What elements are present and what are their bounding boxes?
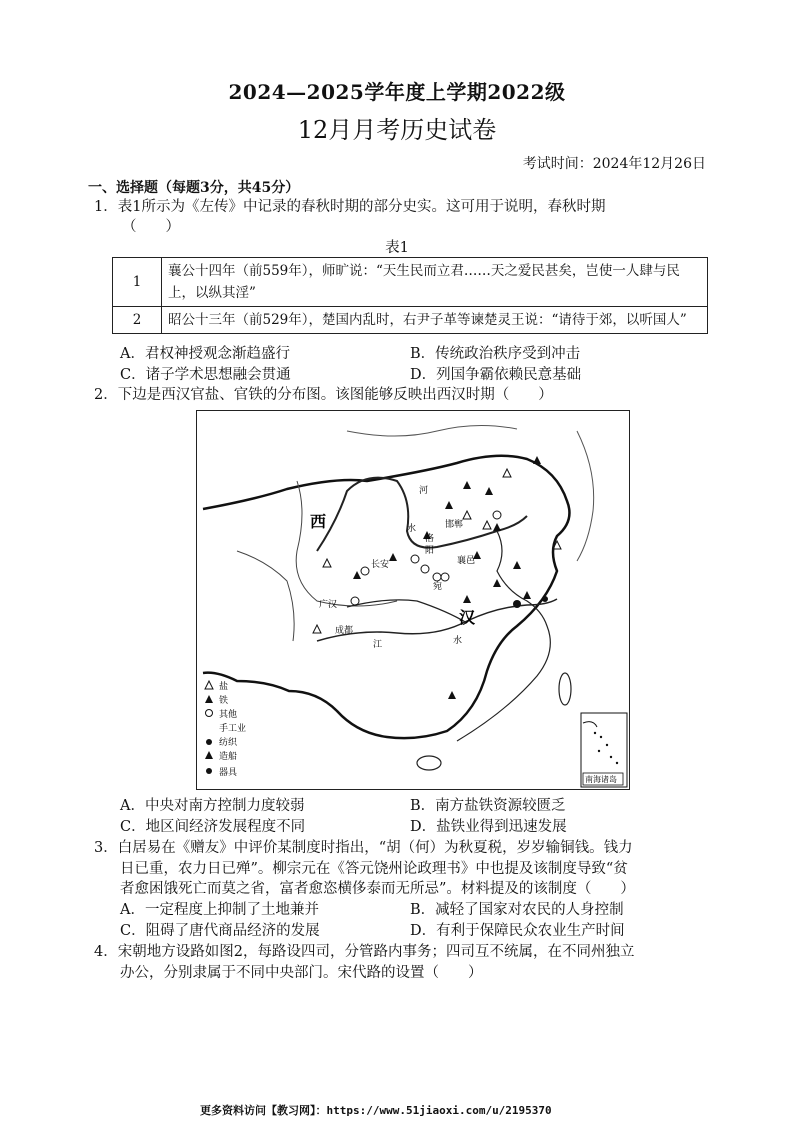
map-label-xiangyi: 襄邑 <box>457 556 476 566</box>
map-label-luo: 洛 <box>425 534 435 544</box>
q1-option-a: A．君权神授观念渐趋盛行 <box>120 346 290 362</box>
history-table <box>112 257 708 334</box>
map-label-changan: 长安 <box>371 560 390 570</box>
map-label-han-river: 水 <box>453 636 463 646</box>
table-row <box>113 307 708 334</box>
map-label-chengdu: 成都 <box>335 626 354 636</box>
question-3-line1: 3．白居易在《赠友》中评价某制度时指出，“胡（何）为秋夏税，岁岁输铜钱。钱力 <box>94 840 633 856</box>
table-row <box>113 258 708 307</box>
western-han-map <box>196 410 630 790</box>
question-1-line1: 1．表1所示为《左传》中记录的春秋时期的部分史实。这可用于说明，春秋时期 <box>94 199 606 215</box>
question-4-line1: 4．宋朝地方设路如图2，每路设四司，分管路内事务；四司互不统属，在不同州独立 <box>94 944 635 960</box>
question-4-line2: 办公，分别隶属于不同中央部门。宋代路的设置（ ） <box>120 965 483 981</box>
section-heading: 一、选择题（每题3分，共45分） <box>88 180 300 196</box>
table-cell-num: 1 <box>113 258 162 307</box>
map-inset-label: 南海诸岛 <box>585 775 617 784</box>
table-caption: 表1 <box>385 240 409 256</box>
q1-option-b: B．传统政治秩序受到冲击 <box>410 346 581 362</box>
q2-option-a: A．中央对南方控制力度较弱 <box>120 798 305 814</box>
question-2-line1: 2．下边是西汉官盐、官铁的分布图。该图能够反映出西汉时期（ ） <box>94 387 553 403</box>
q2-option-d: D．盐铁业得到迅速发展 <box>410 819 567 835</box>
map-label-handan: 邯郸 <box>445 520 464 530</box>
q3-option-c: C．阻碍了唐代商品经济的发展 <box>120 923 320 939</box>
legend-other: 其他 <box>219 710 238 720</box>
q3-option-d: D．有利于保障民众农业生产时间 <box>410 923 625 939</box>
question-3-line2: 日已重，农力日已殚”。柳宗元在《答元饶州论政理书》中也提及该制度导致“贫 <box>120 861 628 877</box>
footer-link[interactable]: 更多资料访问【教习网】：https://www.51jiaoxi.com/u/2195370 <box>200 1104 552 1117</box>
map-label-xi: 西 <box>310 512 327 531</box>
legend-tools: 器具 <box>219 768 238 778</box>
legend-textile: 纺织 <box>219 738 238 748</box>
q3-option-a: A．一定程度上抑制了土地兼并 <box>120 902 319 918</box>
table-cell-text: 襄公十四年（前559年），师旷说：“天生民而立君……天之爱民甚矣，岂使一人肆与民上，以纵其淫” <box>162 258 708 307</box>
map-label-han: 汉 <box>459 608 476 627</box>
legend-handicraft: 手工业 <box>219 724 247 734</box>
question-1-line2: （ ） <box>122 219 180 235</box>
map-label-yang: 阳 <box>425 546 435 556</box>
exam-title-line1: 2024—2025学年度上学期2022级 <box>228 80 566 104</box>
q1-option-c: C．诸子学术思想融会贯通 <box>120 367 291 383</box>
exam-time: 考试时间：2024年12月26日 <box>522 156 706 172</box>
map-label-guanghan: 广汉 <box>319 600 338 610</box>
map-legend <box>205 680 246 778</box>
legend-salt: 盐 <box>219 682 229 692</box>
q1-option-d: D．列国争霸依赖民意基础 <box>410 367 582 383</box>
map-label-he: 河 <box>419 486 429 496</box>
table-cell-num: 2 <box>113 307 162 334</box>
legend-iron: 铁 <box>219 696 229 706</box>
legend-shipbuilding: 造船 <box>219 752 238 762</box>
map-label-wan: 宛 <box>433 582 443 592</box>
q2-option-b: B．南方盐铁资源较匮乏 <box>410 798 566 814</box>
map-label-jiang: 江 <box>373 640 383 650</box>
table-cell-text: 昭公十三年（前529年），楚国内乱时，右尹子革等谏楚灵王说：“请待于郊，以听国人” <box>162 307 708 334</box>
map-label-shui: 水 <box>407 524 417 534</box>
exam-title-line2: 12月月考历史试卷 <box>297 116 497 144</box>
q2-option-c: C．地区间经济发展程度不同 <box>120 819 306 835</box>
q3-option-b: B．减轻了国家对农民的人身控制 <box>410 902 624 918</box>
question-3-line3: 者愈困饿死亡而莫之省，富者愈恣横侈泰而无所忌”。材料提及的该制度（ ） <box>120 881 635 897</box>
